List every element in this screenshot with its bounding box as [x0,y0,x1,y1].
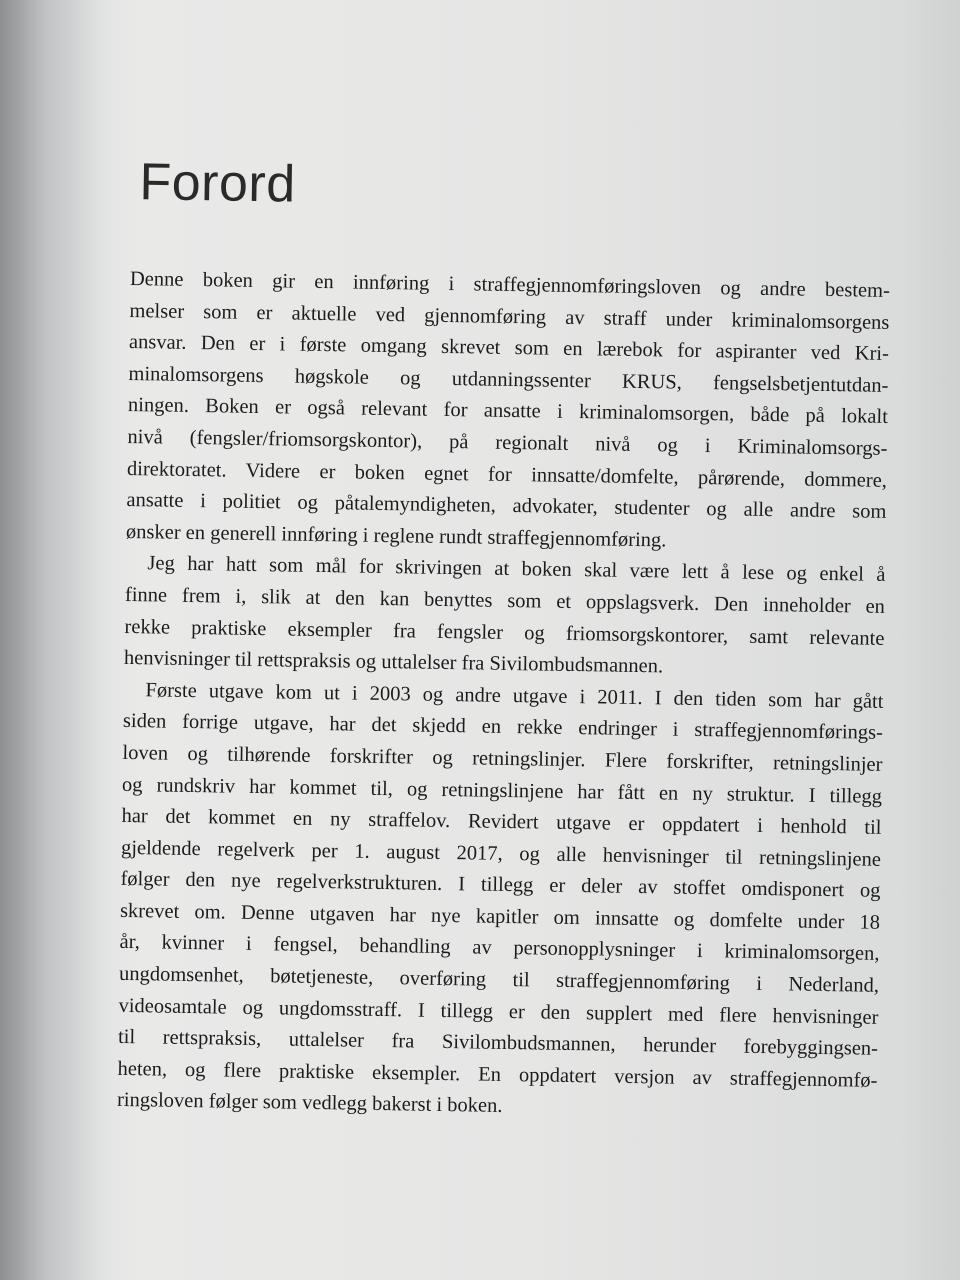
text-line: ungdomsenhet, bøtetjeneste, overføring til straffegjennomføring i Nederland, [118,962,880,997]
text-line: rekke praktiske eksempler fra fengsler og friomsorgskontorer, samt relevante [124,615,885,650]
paragraph-2 [124,548,886,686]
text-line: Denne boken gir en innføring i straffegjennomføringsloven og andre bestem- [129,267,891,302]
text-line: og rundskriv har kommet til, og retningslinjene har fått en ny struktur. I tillegg [121,773,883,808]
chapter-heading: Forord [139,153,297,214]
text-line: direktoratet. Videre er boken egnet for innsatte/domfelte, pårørende, dommere, [126,457,888,492]
text-line: melser som er aktuelle ved gjennomføring av straff under kriminalomsorgens [129,299,890,334]
text-line: loven og tilhørende forskrifter og retningslinjer. Flere forskrifter, retningslinjer [122,741,883,776]
text-line: ringsloven følger som vedlegg bakerst i boken. [116,1089,503,1118]
text-line: henvisninger til rettspraksis og uttalelser fra Sivilombudsmannen. [123,647,664,678]
text-line: finne frem i, slik at den kan benyttes som et oppslagsverk. Den inneholder en [124,583,886,618]
paragraph-1 [126,264,890,560]
text-line: minalomsorgens høgskole og utdanningssenter KRUS, fengselsbetjentutdan- [128,362,889,397]
text-line: ansvar. Den er i første omgang skrevet som en lærebok for aspiranter ved Kri- [128,331,890,366]
text-line: ningen. Boken er også relevant for ansatte i kriminalomsorgen, både på lokalt [127,394,889,429]
text-line: videosamtale og ungdomsstraff. I tillegg er den supplert med flere henvisninger [118,994,879,1029]
text-line: Jeg har hatt som mål for skrivingen at boken skal være lett å lese og enkel å [147,552,886,587]
text-line: til rettspraksis, uttalelser fra Sivilombudsmannen, herunder forebyggingsen- [117,1026,879,1061]
text-line: siden forrige utgave, har det skjedd en rekke endringer i straffegjennomførings- [122,710,884,745]
text-line: heten, og flere praktiske eksempler. En oppdatert versjon av straffegjennomfø- [117,1057,878,1092]
text-line: år, kvinner i fengsel, behandling av personopplysninger i kriminalomsorgen, [119,931,880,966]
page-content [117,150,892,1129]
text-line: følger den nye regelverkstrukturen. I tillegg er deler av stoffet omdisponert og [120,868,881,903]
text-line: nivå (fengsler/friomsorgskontor), på regionalt nivå og i Kriminalomsorgs- [127,425,888,460]
text-line: Første utgave kom ut i 2003 og andre utgave i 2011. I den tiden som har gått [145,678,884,713]
text-line: har det kommet en ny straffelov. Revidert utgave er oppdatert i henhold til [121,805,882,839]
text-line: skrevet om. Denne utgaven har nye kapitler om innsatte og domfelte under 18 [119,899,881,934]
text-line: ønsker en generell innføring i reglene rundt straffegjennomføring. [125,520,667,552]
text-line: gjeldende regelverk per 1. august 2017, og alle henvisninger til retningslinjene [120,836,882,871]
paragraph-3 [117,675,884,1129]
body-text [117,264,890,1129]
text-line: ansatte i politiet og påtalemyndigheten, advokater, studenter og alle andre som [126,489,887,524]
spine-shadow [0,0,110,1280]
